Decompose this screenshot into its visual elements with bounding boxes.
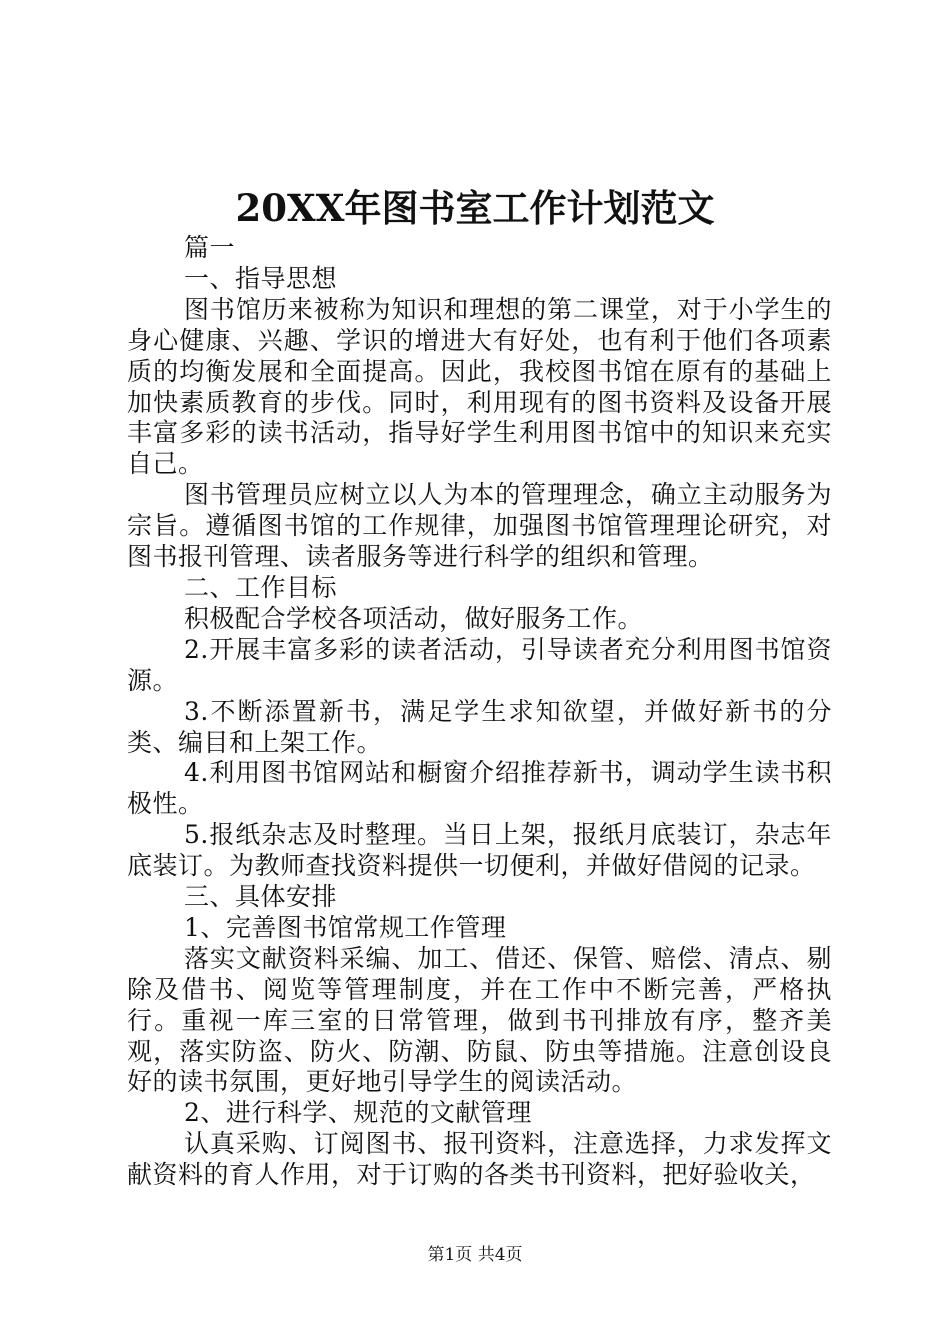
subsection-heading: 1、完善图书馆常规工作管理 [184,912,507,942]
list-item: 3.不断添置新书，满足学生求知欲望，并做好新书的分类、编目和上架工作。 [127,696,832,757]
page-footer: 第1页 共4页 [427,1245,523,1265]
paragraph: 积极配合学校各项活动，做好服务工作。 [184,603,644,633]
list-item: 5.报纸杂志及时整理。当日上架，报纸月底装订，杂志年底装订。为教师查找资料提供一切便利，并做好借阅的记录。 [127,820,832,881]
section-label: 篇一 [184,233,236,262]
subsection-heading: 2、进行科学、规范的文献管理 [184,1098,532,1128]
document-title: 20XX年图书室工作计划范文 [235,186,715,230]
paragraph: 图书管理员应树立以人为本的管理理念，确立主动服务为宗旨。遵循图书馆的工作规律，加强图书馆管理理论研究，对图书报刊管理、读者服务等进行科学的组织和管理。 [127,480,832,572]
section-heading: 三、具体安排 [184,882,338,912]
section-heading: 一、指导思想 [184,263,338,293]
paragraph: 落实文献资料采编、加工、借还、保管、赔偿、清点、剔除及借书、阅览等管理制度，并在工作中不断完善，严格执行。重视一库三室的日常管理，做到书刊排放有序，整齐美观，落实防盗、防火、防潮、防鼠、防虫等措施。注意创设良好的读书氛围，更好地引导学生的阅读活动。 [127,943,832,1097]
section-heading: 二、工作目标 [184,572,338,602]
document-body [127,233,832,1191]
paragraph: 图书馆历来被称为知识和理想的第二课堂，对于小学生的身心健康、兴趣、学识的增进大有好处，也有利于他们各项素质的均衡发展和全面提高。因此，我校图书馆在原有的基础上加快素质教育的步伐。同时，利用现有的图书资料及设备开展丰富多彩的读书活动，指导好学生利用图书馆中的知识来充实自己。 [127,294,832,479]
list-item: 4.利用图书馆网站和橱窗介绍推荐新书，调动学生读书积极性。 [127,758,832,819]
list-item: 2.开展丰富多彩的读者活动，引导读者充分利用图书馆资源。 [127,634,832,695]
paragraph: 认真采购、订阅图书、报刊资料，注意选择，力求发挥文献资料的育人作用，对于订购的各类书刊资料，把好验收关， [127,1129,832,1190]
